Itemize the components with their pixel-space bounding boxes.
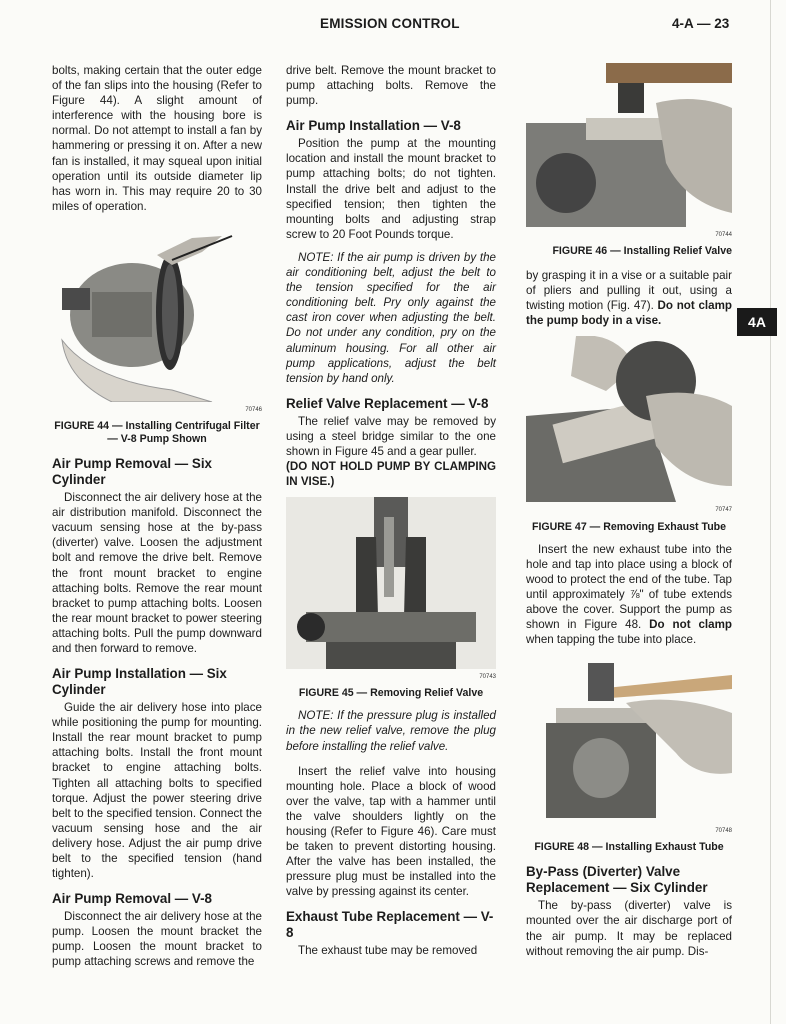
heading-relief-valve-replacement: Relief Valve Replacement — V-8 (286, 395, 489, 411)
heading-air-pump-installation-v8: Air Pump Installation — V-8 (286, 118, 461, 134)
paragraph: drive belt. Remove the mount bracket to pump attaching bolts. Remove the pump. (286, 64, 496, 108)
column-left (52, 63, 262, 974)
paragraph: The relief valve may be removed by using a steel bridge similar to the one shown in Figure 45 and a gear puller. (286, 414, 496, 458)
warning-text: Do not clamp the pump body in a vise. (526, 299, 732, 328)
figure-number: 70747 (715, 507, 732, 514)
figure-number: 70744 (715, 232, 732, 238)
section-title: EMISSION CONTROL (320, 16, 460, 31)
paragraph: The exhaust tube may be removed (298, 944, 478, 958)
figure-caption: FIGURE 48 — Installing Exhaust Tube (534, 841, 724, 854)
figure-number: 70748 (715, 828, 732, 835)
note: NOTE: If the air pump is driven by the air conditioning belt, adjust the belt to the tension specified for the air conditioning belt. Pry only against the cast iron cover when adjusting the belt. Do not under any condition, pry on the aluminum housing. For all other air pump applications, adjust the belt tension by hand only. (286, 250, 496, 385)
heading-exhaust-tube-replacement: Exhaust Tube Replacement — V-8 (286, 909, 494, 941)
figure-44 (52, 230, 262, 446)
paragraph: Guide the air delivery hose into place while positioning the pump for mounting. Install the rear mount bracket to pump attaching bolts. Install the front mount bracket to engine attaching bolts. Tighten all attaching bolts to specified torque. Adjust the power steering drive belt to the specified tension. Connect the vacuum sensing hose and the air delivery hose. Adjust the air pump drive belt to the specified tension (hand tighten). (52, 701, 262, 881)
removing-exhaust-tube-photo (526, 336, 732, 502)
heading-air-pump-installation-six: Air Pump Installation — Six Cylinder (52, 666, 227, 698)
figure-caption: FIGURE 45 — Removing Relief Valve (298, 687, 484, 700)
paragraph: Insert the relief valve into housing mounting hole. Place a block of wood over the valve, tap with a hammer until the valve shoulders lightly on the housing (Refer to Figure 46). Care must be taken to prevent distorting housing. After the valve has been installed, the pressure plug must be installed into the valve by pressing against its center. (286, 764, 496, 899)
figure-number: 70743 (479, 674, 496, 681)
figure-caption: FIGURE 44 — Installing Centrifugal Filter — V-8 Pump Shown (54, 420, 260, 446)
paragraph (526, 268, 732, 328)
heading-bypass-valve-replacement: By-Pass (Diverter) Valve Replacement — Six Cylinder (526, 864, 708, 896)
page-header (0, 14, 786, 36)
paragraph-text: Insert the new exhaust tube into the hole and tap into place using a block of wood to protect the end of the tube. Tap until approximately ⅞" of tube extends above the cover. Support the pump as shown in Figure 48. (526, 542, 732, 632)
page-edge-divider (770, 0, 771, 1024)
column-middle (286, 63, 496, 963)
figure-48 (526, 663, 732, 854)
removing-relief-valve-photo (286, 497, 496, 669)
heading-air-pump-removal-v8: Air Pump Removal — V-8 (52, 891, 212, 907)
figure-number: 70746 (245, 406, 262, 413)
paragraph: Disconnect the air delivery hose at the air distribution manifold. Disconnect the vacuum sensing hose at the by-pass (diverter) valve. Loosen the adjustment bolt and remove the drive belt. Remove the front mount bracket to engine attaching bolts. Remove the rear mount bracket to pump attaching bolts. Loosen the rear mount bracket to power steering attaching bolts. Pull the pump downward and then forward to remove. (52, 491, 262, 655)
paragraph-text: by grasping it in a vise or a suitable pair of pliers and pulling it out, using a twisting motion (Fig. 47). (526, 269, 732, 313)
figure-46 (526, 63, 732, 258)
column-right (526, 63, 732, 963)
installing-exhaust-tube-photo (526, 663, 732, 823)
figure-45 (286, 497, 496, 700)
figure-caption: FIGURE 46 — Installing Relief Valve (552, 245, 732, 258)
heading-air-pump-removal-six: Air Pump Removal — Six Cylinder (52, 456, 212, 488)
figure-caption: FIGURE 47 — Removing Exhaust Tube (531, 520, 727, 533)
paragraph: Position the pump at the mounting location and install the mount bracket to pump attaching bolts; do not tighten. Install the drive belt and adjust to the specified tension; then tighten the mounting bolts and adjusting strap screw to 20 Foot Pounds torque. (286, 137, 496, 241)
paragraph: The by-pass (diverter) valve is mounted over the air discharge port of the air pump. It may be replaced without removing the air pump. Dis- (526, 899, 732, 958)
page-number: 4-A — 23 (672, 16, 730, 31)
centrifugal-filter-photo (52, 230, 262, 402)
installing-relief-valve-photo (526, 63, 732, 227)
note: NOTE: If the pressure plug is installed in the new relief valve, remove the plug before installing the relief valve. (286, 709, 496, 753)
paragraph-text: when tapping the tube into place. (526, 633, 697, 647)
figure-47 (526, 336, 732, 533)
section-tab: 4A (737, 308, 777, 336)
paragraph: bolts, making certain that the outer edge of the fan slips into the housing (Refer to Figure 44). A slight amount of interference with the housing bore is normal. Do not attempt to install a fan by hammering or pressing it on. After a new fan is installed, it may squeal upon initial operation until its outside diameter lip has worn in. This may require 20 to 30 miles of operation. (52, 64, 262, 213)
warning-text: Do not clamp (649, 618, 732, 632)
paragraph: Disconnect the air delivery hose at the pump. Loosen the mount bracket the pump. Loosen the mount bracket to pump attaching screws and remove the (52, 910, 262, 969)
paragraph (526, 542, 732, 648)
warning-text: (DO NOT HOLD PUMP BY CLAMPING IN VISE.) (286, 460, 496, 489)
